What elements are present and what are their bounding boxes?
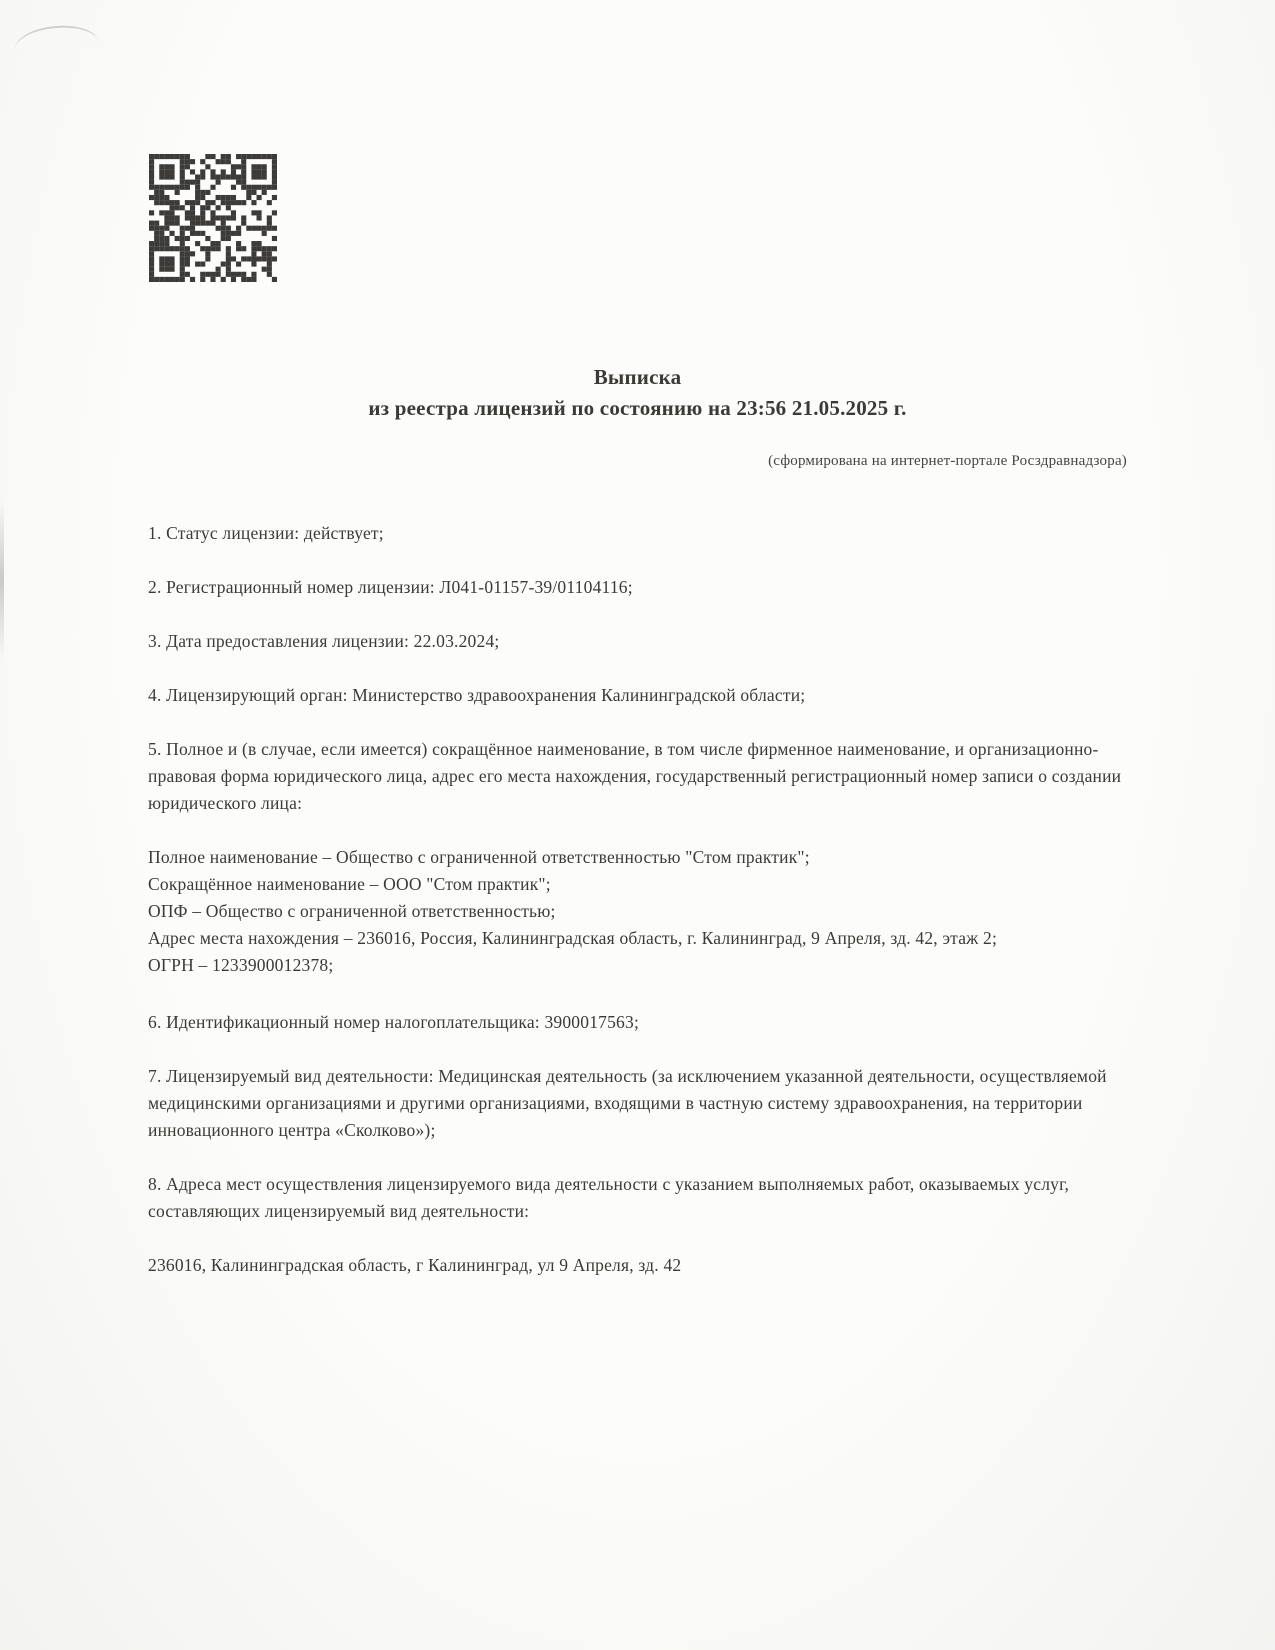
org-short-name-line: Сокращённое наименование – ООО "Стом практик"; xyxy=(148,874,551,894)
license-date-line: 3. Дата предоставления лицензии: 22.03.2024; xyxy=(148,631,500,651)
document-body xyxy=(148,362,1127,1306)
org-address-line: Адрес места нахождения – 236016, Россия, Калининградская область, г. Калининград, 9 Апреля, зд. 42, этаж 2; xyxy=(148,928,998,948)
org-info-heading: 5. Полное и (в случае, если имеется) сокращённое наименование, в том числе фирменное наименование, и организационно-правовая форма юридического лица, адрес его места нахождения, государственный регистрационный номер записи о создании юридического лица: xyxy=(148,739,1122,813)
organization-details xyxy=(148,844,1127,979)
license-status-line: 1. Статус лицензии: действует; xyxy=(148,523,384,543)
org-ogrn-line: ОГРН – 1233900012378; xyxy=(148,955,334,975)
qr-code xyxy=(149,154,277,282)
activity-addresses-heading: 8. Адреса мест осуществления лицензируемого вида деятельности с указанием выполняемых работ, оказываемых услуг, составляющих лицензируемый вид деятельности: xyxy=(148,1174,1070,1221)
document-items xyxy=(148,520,1127,1279)
activity-type-paragraph: 7. Лицензируемый вид деятельности: Медицинская деятельность (за исключением указанной деятельности, осуществляемой медицинскими организациями и другими организациями, входящими в частную систему здравоохранения, на территории инновационного центра «Сколково»); xyxy=(148,1066,1107,1140)
licensing-authority-line: 4. Лицензирующий орган: Министерство здравоохранения Калининградской области; xyxy=(148,685,806,705)
scan-smudge-mark xyxy=(13,22,98,49)
inn-line: 6. Идентификационный номер налогоплательщика: 3900017563; xyxy=(148,1012,640,1032)
org-full-name-line: Полное наименование – Общество с ограниченной ответственностью "Стом практик"; xyxy=(148,847,810,867)
org-opf-line: ОПФ – Общество с ограниченной ответственностью; xyxy=(148,901,556,921)
formation-note: (сформирована на интернет-портале Росздравнадзора) xyxy=(768,453,1127,469)
document-title: Выписка xyxy=(593,365,682,389)
license-number-line: 2. Регистрационный номер лицензии: Л041-01157-39/01104116; xyxy=(148,577,633,597)
document-subtitle: из реестра лицензий по состоянию на 23:56 21.05.2025 г. xyxy=(368,396,907,420)
activity-address-line: 236016, Калининградская область, г Калининград, ул 9 Апреля, зд. 42 xyxy=(148,1255,682,1275)
scan-edge-shadow xyxy=(0,500,4,660)
document-header xyxy=(148,362,1127,424)
